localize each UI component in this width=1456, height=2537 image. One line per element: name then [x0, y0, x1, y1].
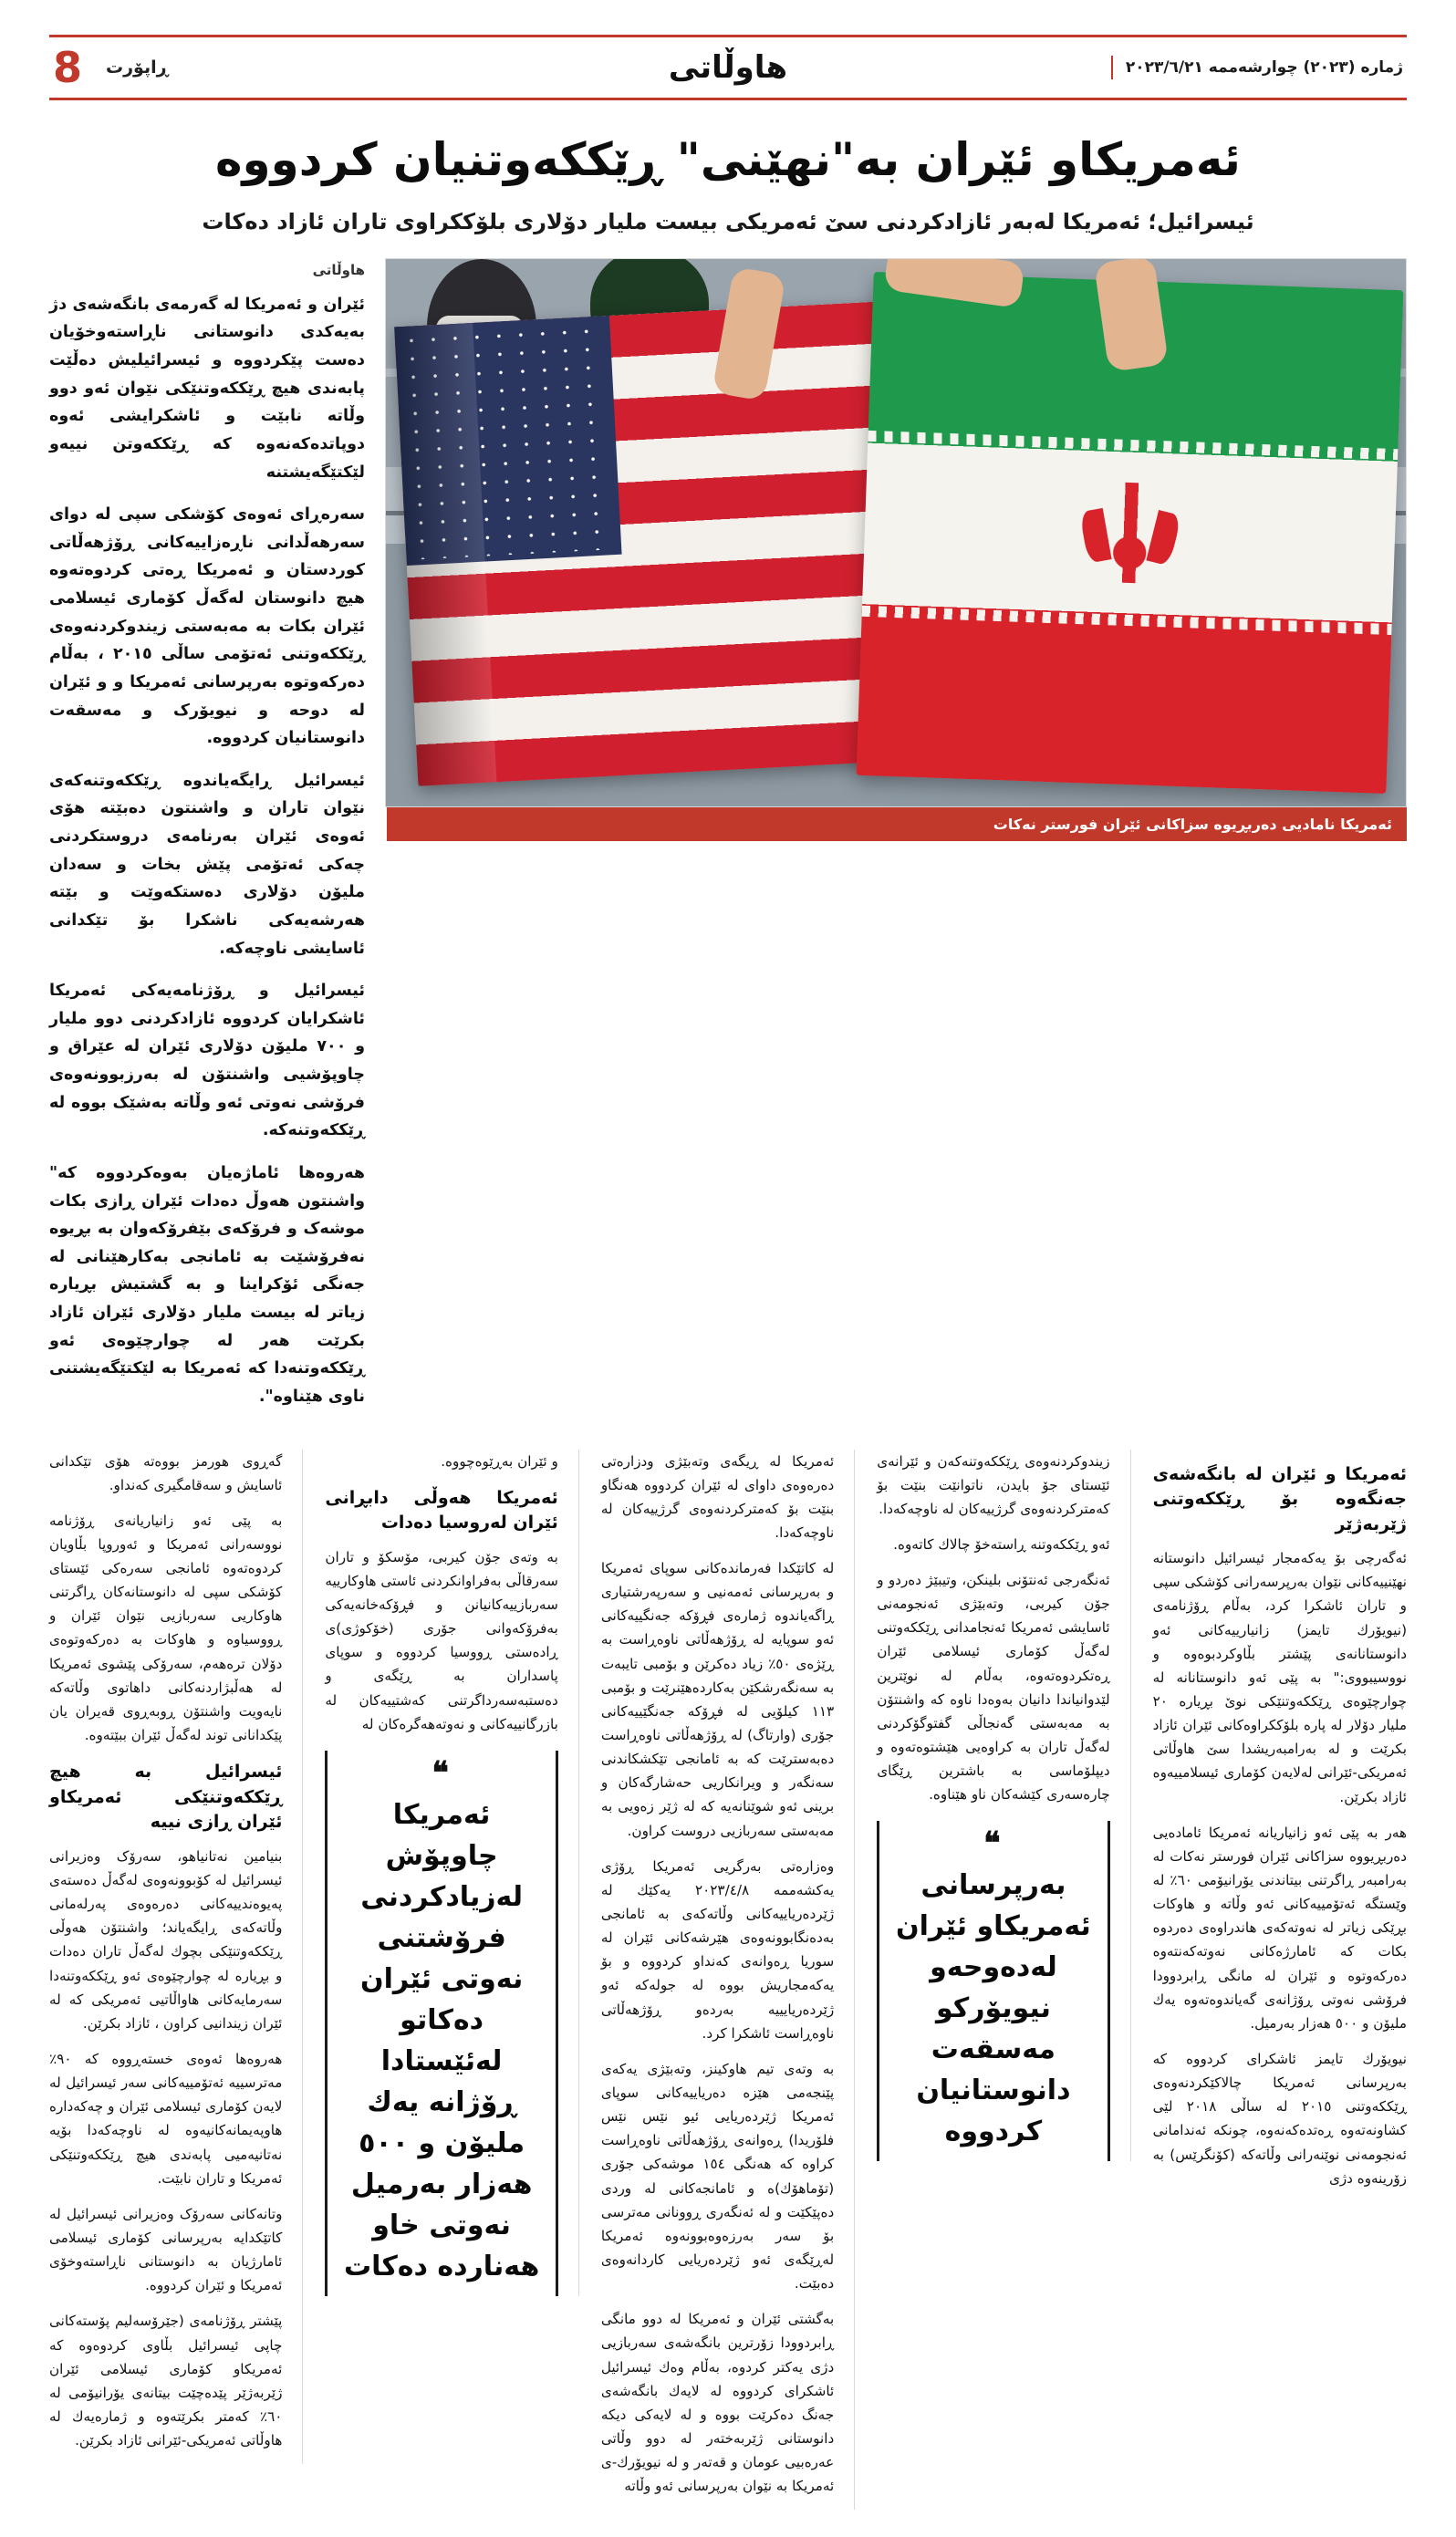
quote-mark-icon: ❝: [983, 1825, 1004, 1863]
pull-quote-left: [325, 1751, 557, 2296]
masthead-right: [53, 43, 169, 92]
section-name: ڕاپۆرت: [106, 57, 169, 78]
column-heading: ئەمریکا هەوڵی دابڕانی ئێران لەروسیا دەدات: [325, 1487, 558, 1534]
pull-quote-text: ئەمریکا چاوپۆش لەزیادکردنی فرۆشتنی نەوتی ئێران دەکاتو لەئێستادا ڕۆژانە یەك ملیۆن و ٥٠٠ هەزار بەرمیل نەوتی خاو هەناردە دەکات: [343, 1798, 540, 2282]
intro-paragraph: ئێران و ئەمریکا لە گەرمەی بانگەشەی دژ بەیەکدی دانوستانی ناڕاستەوخۆیان دەست پێکردووە و ئیسرائیلیش دەڵێت پابەندی هیچ ڕێککەوتنێکی نێوان ئەو دوو وڵاتە نابێت و ئاشکرایشی ئەوە دوپاتدەکەنەوە کە ڕێککەوتن نییەو لێکتێگەیشتنە: [49, 295, 365, 482]
paper-name: هاوڵاتی: [668, 49, 788, 86]
us-flag: [395, 301, 908, 785]
body-paragraph: ئەگەرچی بۆ یەکەمجار ئیسرائیل دانوستانە نهێنییەکانی نێوان بەرپرسەرانی کۆشکی سپی و تاران ئاشکرا کرد، بەڵام ڕۆژنامەی (نیویۆرك تایمز) زانیارییەکانی ئەو دانوستانانەی پێشتر بڵاوکردبوەوە و نووسیبووی:" بە پێی ئەو دانوستانانە لە چوارچێوەی ڕێککەوتنێکی نوێ بڕیارە ٢٠ ملیار دۆلار لە پارە بلۆککراوەکانی ئێران ئازاد بکرێت و لە بەرامبەریشدا سێ هاوڵاتی ئەمریکی-ئێرانی لەلایەن کۆماری ئیسلامییەوە ئازاد بکرێن.: [1152, 1550, 1407, 1805]
intro-column: [49, 258, 365, 1426]
body-column-5: [1153, 1450, 1407, 2202]
article-headline: ئەمریکاو ئێران بە"نهێنی" ڕێککەوتنیان کردووە: [215, 133, 1241, 186]
article-subhead: ئیسرائیل؛ ئەمریکا لەبەر ئازادکردنی سێ ئەمریکی بیست ملیار دۆلاری بلۆککراوی تاران ئازاد دەکات: [202, 208, 1254, 234]
masthead: [49, 35, 1407, 100]
body-paragraph: بەگشتی ئێران و ئەمریکا لە دوو مانگی ڕابردوودا زۆرترین بانگەشەی سەربازیی دژی یەکتر کردوە، بەڵام وەك ئیسرائیل ئاشکرای کردووە لە لایەك بانگەشەی جەنگ دەکرێت بووە و لە لایەکی دیکە دانوستانی ژێربەختەر لە دوو وڵاتی عەرەبیی عومان و قەتەر و لە نیویۆرك-ی ئەمریکا بە نێوان بەرپرسانی ئەو وڵاتە: [600, 2311, 835, 2495]
body-paragraph: بنیامین نەتانیاهو، سەرۆک وەزیرانی ئیسرائیل لە کۆبوونەوەی لەگەڵ دەستەی پەیوەندییەکانی دەرەوەی پەرلەمانی وڵاتەکەی ڕایگەیاند؛ واشنتۆن هەوڵی ڕێککەوتنێکی بچوك لەگەڵ تاران دەدات و بڕیارە لە چوارچێوەی ئەو ڕێککەوتنەدا سەرمایەکانی هاواڵاتیی ئەمریکی کە لە ئێران زیندانیی کراون ، ئازاد بکرێن.: [49, 1847, 283, 2032]
date-separator: [1111, 56, 1113, 79]
issue-date: ژماره (٢٠٢٣) چوارشەممە ٢٠٢٣/٦/٢١: [1125, 58, 1403, 77]
intro-paragraph: ئیسرائیل و ڕۆژنامەیەکی ئەمریکا ئاشکرایان کردووە ئازادکردنی دوو ملیار و ٧٠٠ ملیۆن دۆلاری ئێران لە عێراق و چاوپۆشیی واشنتۆن لە بەرزبوونەوەی فرۆشی نەوتی ئەو وڵاتە بەشێک بووە لە ڕێککەوتنەکە.: [49, 982, 365, 1140]
page-number: 8: [53, 43, 83, 92]
body-column-4: [877, 1450, 1130, 2162]
body-column-2: [325, 1450, 578, 2296]
body-paragraph: ئەو ڕێککەوتنە ڕاستەخۆ چالاك کاتەوە.: [893, 1535, 1110, 1553]
iran-flag-kufic-bottom: [862, 606, 1392, 635]
body-paragraph: وتانەکانی سەرۆک وەزیرانی ئیسرائیل لە کاتێکدایە بەرپرسانی کۆماری ئیسلامی ئامارژیان بە دانوستانی ناڕاستەوخۆی ئەمریکا و ئێران کردووە.: [49, 2205, 283, 2294]
body-paragraph: ئەمریکا لە ڕیگەی وتەبێژی ودزارەتی دەرەوەی داوای لە ئێران کردووە هەنگاو بنێت بۆ کەمترکردنەوەی گرژییەکان لە ناوچەکەدا.: [600, 1452, 835, 1541]
pull-quote-right: [877, 1821, 1109, 2161]
body-paragraph: و ئێران بەڕێوەچووە.: [441, 1452, 558, 1470]
body-paragraph: بە وتەی تیم هاوکینز، وتەبێژی یەکەی پێنجەمی هێزە دەریاییەکانی سوپای ئەمریکا ژێردەریایی ئیو نێس نێس فلۆریدا) ڕەوانەی ڕۆژهەڵاتی ناوەڕاست کراوە کە هەنگی ١٥٤ موشەکی جۆری (تۆماهۆك)ە و ئامانجەکانی لە وردی دەپێکێت و لە ئەنگەری ڕوونانی مەترسی بۆ سەر بەرزەوەبوونەوە ئەمریکا لەڕێگەی ئەو ژێردەریایی کاردانەوەی دەبێت.: [600, 2060, 835, 2293]
pull-quote-text: بەرپرسانی ئەمریکاو ئێران لەدەوحەو نیویۆرکو مەسقەت دانوستانیان کردووە: [895, 1869, 1091, 2148]
body-paragraph: هەروەها ئەوەی خستەڕووە کە ٩٠٪ مەترسییە ئەتۆمییەکانی سەر ئیسرائیل لە لایەن کۆماری ئیسلامی ئێران و چەکەدارە هاوپەیمانەکانیەوە لە ناوچەکەدا بۆیە نەتانیەمیی پابەندی هیچ ڕێککەوتنێکی ئەمریکا و تاران نابێت.: [49, 2050, 283, 2187]
hero-photo: [385, 258, 1407, 807]
intro-paragraph: سەرەڕای ئەوەی کۆشکی سپی لە دوای سەرهەڵدانی ناڕەزاییەکانی ڕۆژهەڵاتی کوردستان و ئەمریکا ڕەتی کردوەتەوە هیچ دانوستان لەگەڵ کۆماری ئیسلامی ئێران بکات بە مەبەستی زیندوکردنەوەی ڕێککەوتنی ئەتۆمی ساڵی ٢٠١٥ ، بەڵام دەرکەوتوە بەرپرسانی ئەمریکا و و ئێران لە دوحە و نیویۆرک و مەسقەت دانوستانیان کردووە.: [49, 505, 365, 748]
iran-flag-kufic-top: [868, 430, 1399, 459]
body-paragraph: پێشتر ڕۆژنامەی (جێرۆسەلیم پۆستەکانی چاپی ئیسرائیل بڵاوی کردوەوە کە ئەمریکاو کۆماری ئیسلامی ئێران ژێربەژێر پێدەچێت بیتانەی یۆرانیۆمی لە ٦٠٪ کەمتر بکرێتەوە و ژمارەیەك لە هاوڵاتی ئەمریکی-ئێرانی ئازاد بکرێن.: [49, 2313, 283, 2449]
body-paragraph: ئەنگەرجی ئەنتۆنی بلینکن، وتیبێژ دەردو و جۆن کیربی، وتەبێژی ئەنجومەنی ئاسایشی ئەمریکا ئەنجامدانی ڕێککەوتنی لەگەڵ کۆماری ئیسلامی ئێران ڕەتکردوەتەوە، بەڵام لە نوێترین لێدوانیاندا دانیان بەوەدا ناوە کە واشنتۆن بە مەبەستی گەنجاڵی گفتوگۆکردنی لەگەڵ تاران بە کراوەیی هێشتوەتەوە و دیپلۆماسی بە باشترین ڕێگای چارەسەری کێشەکان ناو هێناوە.: [877, 1572, 1110, 1804]
body-paragraph: گەڕوی هورمز بووەتە هۆی تێکدانی ئاسایش و سەقامگیری کەنداو.: [49, 1452, 283, 1493]
photo-caption: ئەمریکا نامادیی دەربڕیوە سزاکانی ئێران فورستر نەکات: [387, 807, 1407, 841]
body-paragraph: لە کاتێکدا فەرماندەکانی سوپای ئەمریکا و بەرپرسانی ئەمەنیی و سەرپەرشتیاری ڕاگەیاندوە ژمارەی فڕۆکە جەنگییەکانی ئەو سوپایە لە ڕۆژهەڵاتی ناوەڕاست بە ڕێژەی ٥٠٪ زیاد دەکرێن و بۆمبی تایبەت بە سەنگەرشکێن بەکاردەهێنرێت و بۆمبی ١١٣ کیلۆیی لە فڕۆکە جەنگێییەکانی جۆری (وارتاگ) لە ڕۆژهەڵاتی ناوەڕاست دەبەسترێت کە بە ئامانجی تێکشکاندنی سەنگەر و ویرانکاریی حەشارگەکان و برینی ئەو شوێنانەیە کە لە ژێر زەویی بە مەبەستی سەربازیی دروست کراون.: [600, 1560, 835, 1839]
column-heading: ئەمریکا و ئێران لە بانگەشەی جەنگەوە بۆ ڕێککەوتنی ژێربەژێر: [1152, 1463, 1407, 1534]
quote-mark-icon: ❝: [432, 1754, 452, 1792]
hero-row: [49, 258, 1407, 1426]
body-column-3: [601, 1450, 855, 2511]
hero-photo-wrap: [385, 258, 1407, 841]
body-paragraph: نیویۆرك تایمز ئاشکرای کردووە کە بەرپرسانی ئەمریکا چالاکێکردنەوەی ڕێککەوتنی ٢٠١٥ لە ساڵی ٢٠١٨ لێی کشاونەتەوە ڕەتدەکەنەوە، چونکە ئەندامانی ئەنجومەنی نوێنەرانی وڵاتەکە (کۆنگرێس) بە زۆرینەوە دژی: [1152, 2050, 1407, 2187]
body-paragraph: بە وتەی جۆن کیربی، مۆسکۆ و تاران سەرقاڵی بەفراوانکردنی ئاستی هاوکارییە سەربازییەکانیانن و فڕۆکەخانەیەکی بەفرۆکەوانی جۆری (خۆکوژی)ی ڕادەستی ڕووسیا کردووە و سوپای پاسداران بە ڕێگەی و دەستبەسەرداگرتنی کەشتییەکان لە بازرگانییەکانی و نەوتەهەگرەکان لە: [325, 1548, 558, 1732]
intro-paragraph: ئیسرائیل ڕایگەیاندوە ڕێککەوتنەکەی نێوان تاران و واشنتون دەبێتە هۆی ئەوەی ئێران بەرنامەی دروستکردنی چەکی ئەتۆمی پێش بخات و سەدان ملیۆن دۆلاری دەستکەوێت و بێتە هەرشەیەکی ناشکرا بۆ تێکدانی ئاسایشی ناوچەکە.: [49, 771, 365, 958]
byline: هاوڵاتی: [312, 261, 365, 278]
column-heading: ئیسرائیل بە هیچ ڕێککەوتنێکی ئەمریکاو ئێران ڕازی نییە: [49, 1762, 283, 1833]
iran-flag-emblem: [1074, 480, 1187, 584]
intro-paragraph: هەروەها ئاماژەیان بەوەکردووە کە" واشنتون هەوڵ دەدات ئێران ڕازی بکات موشەک و فرۆکەی بێفرۆکەوان بە بڕیوە نەفرۆشێت بە ئامانجی بەکارهێنانی لە جەنگی ئۆکراینا و بە گشتیش بڕیارە زیاتر لە بیست ملیار دۆلاری ئێران ئازاد بکرێت هەر لە چوارچێوەی ئەو ڕێککەوتنەدا کە ئەمریکا بە لێکتێگەیشتنی ناوی هێناوە".: [49, 1163, 365, 1406]
body-paragraph: هەر بە پێی ئەو زانیاریانە ئەمریکا ئامادەیی دەربڕیووە سزاکانی ئێران فورستر نەکات لە بەرامبەر ڕاگرتنی بیتاندنی یۆرانیۆمی ٦٠٪ لە وێستگە ئەتۆمییەکانی ئەو وڵاتە و هاوکات بڕێکی زیاتر لە نەوتەکەی هاندراوەی دەردوە بکات کە ئامارژەکانی نەوتەکەنتەوە دەرکەوتوە و ئێران لە مانگی ڕابردوودا فرۆشی نەوتی ڕۆژانەی گەیاندوەتەوە یەك ملیۆن و ٥٠٠ هەزار بەرمیل.: [1152, 1824, 1407, 2032]
body-paragraph: زیندوکردنەوەی ڕێککەوتنەکەن و ئێرانەی ئێستای جۆ بایدن، ناتوانێت بنێت بۆ کەمترکردنەوەی گرژییەکان لە ناوچەکەدا.: [877, 1452, 1110, 1517]
issue-date-block: [1111, 56, 1403, 79]
body-paragraph: وەزارەتی بەرگریی ئەمریکا ڕۆژی یەکشەممە ٢٠٢٣/٤/٨ یەکێك لە ژێردەریاییەکانی وڵاتەکەی بە ئامانجی بەدەنگابوونەوەی هێرشەکانی ئێران لە سوریا ڕەوانەی کەنداو کردووە و بۆ یەکەمجاریش بووە لە جولەکە ئەو ژێردەریایییە بەردەو ڕۆژهەڵاتی ناوەڕاست ئاشکرا کرد.: [600, 1857, 835, 2042]
body-column-1: [49, 1450, 303, 2465]
body-columns: [49, 1450, 1407, 2511]
body-paragraph: بە پێی ئەو زانیاریانەی ڕۆژنامە نووسەرانی ئەمریکا و ئەوروپا بڵاویان کردوەتەوە ئامانجی سەرەکی ئێستای کۆشکی سپی لە دانوستانەکان ڕاگرتنی هاوکاریی سەربازیی نێوان ئێران و ڕووسیاوە و هاوکات بە دەرکەوتوەی دۆلان ترەهەم، سەرۆکی پێشوی ئەمریکا لە هەڵبژاردنەکانی داهاتوی وڵاتەکە نایەویت واشنتۆن ڕوبەڕوی قەیران یان پێکدانانی توند لەگەڵ ئێران ببێتەوە.: [49, 1512, 283, 1744]
